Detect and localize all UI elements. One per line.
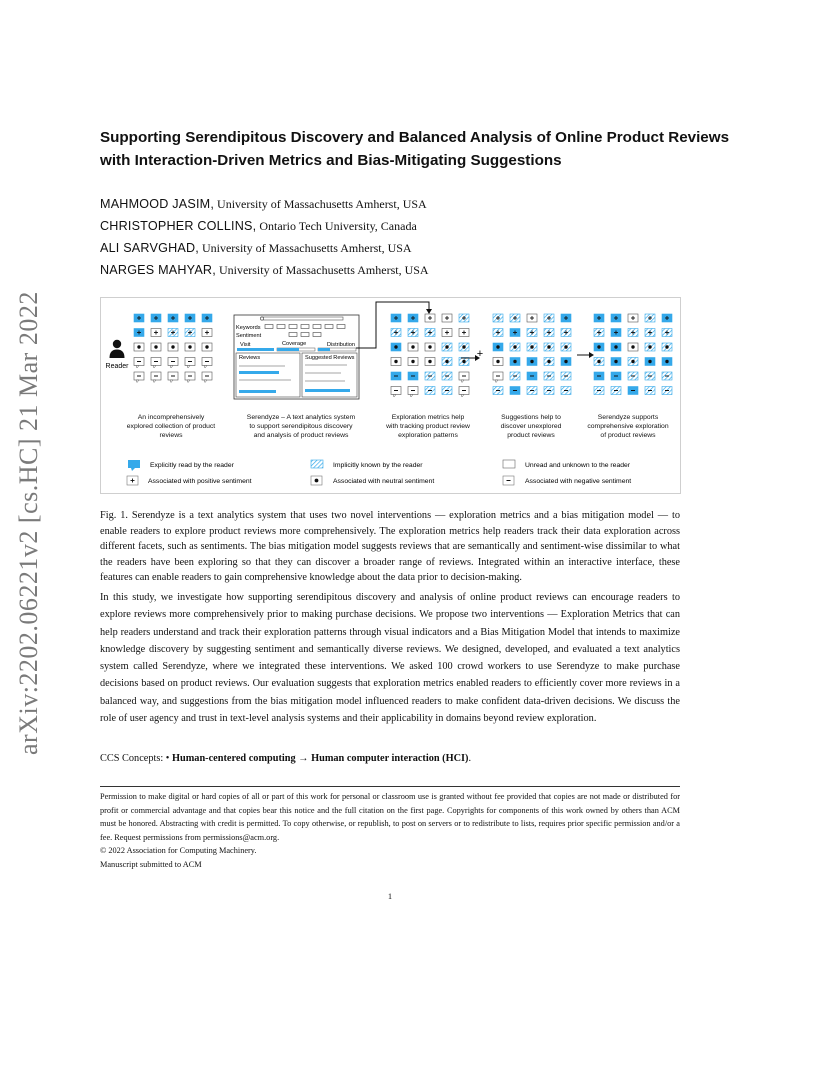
author-affiliation: University of Massachusetts Amherst, USA bbox=[217, 197, 427, 211]
permission-footnote bbox=[100, 790, 680, 872]
reader-label: Reader bbox=[105, 363, 129, 370]
panel-captions bbox=[127, 414, 669, 439]
review-cell bbox=[185, 372, 195, 383]
panel-caption-line: comprehensive exploration bbox=[587, 423, 669, 430]
review-cell bbox=[202, 358, 212, 369]
review-cell bbox=[527, 329, 537, 337]
review-cell bbox=[544, 387, 554, 395]
review-cell bbox=[594, 329, 604, 337]
review-cell bbox=[134, 358, 144, 369]
review-cell bbox=[662, 314, 672, 322]
reviews-label: Reviews bbox=[239, 355, 261, 361]
review-cell bbox=[645, 387, 655, 395]
review-cell bbox=[459, 314, 469, 322]
review-cell bbox=[561, 358, 571, 366]
review-cell bbox=[561, 372, 571, 380]
review-cell bbox=[544, 372, 554, 380]
review-cell bbox=[527, 358, 537, 366]
author-name: CHRISTOPHER COLLINS, bbox=[100, 219, 257, 233]
visit-label: Visit bbox=[240, 342, 251, 348]
review-cell bbox=[510, 329, 520, 337]
review-cell bbox=[493, 358, 503, 366]
ccs-suffix: . bbox=[468, 753, 472, 764]
review-cell bbox=[134, 329, 144, 337]
suggested-reviews-label: Suggested Reviews bbox=[305, 355, 355, 361]
review-cell bbox=[510, 372, 520, 380]
review-cell bbox=[202, 372, 212, 383]
review-cell bbox=[168, 372, 178, 383]
teaser-figure-svg bbox=[101, 298, 680, 493]
panel-caption-line: Serendyze – A text analytics system bbox=[246, 414, 356, 421]
review-cell bbox=[134, 314, 144, 322]
author-name: NARGES MAHYAR, bbox=[100, 263, 216, 277]
legend-label: Associated with positive sentiment bbox=[148, 478, 252, 485]
review-cell bbox=[662, 358, 672, 366]
review-cell bbox=[151, 372, 161, 383]
review-cell bbox=[425, 314, 435, 322]
review-cell bbox=[662, 343, 672, 351]
review-cell bbox=[185, 358, 195, 369]
panel-caption-line: to support serendipitous discovery bbox=[249, 423, 353, 430]
review-cell bbox=[425, 329, 435, 337]
panel-caption-line: with tracking product review bbox=[386, 423, 470, 430]
review-cell bbox=[645, 358, 655, 366]
review-cell bbox=[134, 372, 144, 383]
distribution-label: Distribution bbox=[327, 342, 355, 348]
review-cell bbox=[391, 329, 401, 337]
review-cell bbox=[611, 314, 621, 322]
author-line bbox=[100, 219, 417, 234]
review-cell bbox=[510, 387, 520, 395]
legend-explicit-swatch bbox=[128, 460, 140, 468]
review-cell bbox=[628, 329, 638, 337]
panel-caption-line: of product reviews bbox=[600, 432, 656, 439]
review-cell bbox=[611, 343, 621, 351]
panel-caption-line: reviews bbox=[159, 432, 183, 439]
review-cell bbox=[662, 387, 672, 395]
coverage-label: Coverage bbox=[282, 341, 307, 347]
review-cell bbox=[151, 343, 161, 351]
figure-caption: Fig. 1. Serendyze is a text analytics system that uses two novel interventions — exploration metrics and a bias mitigation model — to enable readers to explore product reviews more comprehensively. The exploration metrics help readers track their data exploration across different facets, such as sentiments. The bias mitigation model suggests reviews that are semantically and sentiment-wise dissimilar to what the readers have been exploring so that they can discover a broader range of reviews. Integrated within an interactive interface, these features can enable readers to gain comprehensive knowledge about the data prior to decision-making. bbox=[100, 510, 680, 584]
review-cell bbox=[185, 329, 195, 337]
author-line bbox=[100, 241, 412, 256]
review-cell bbox=[561, 387, 571, 395]
review-cell bbox=[527, 343, 537, 351]
review-cell bbox=[510, 343, 520, 351]
teaser-figure bbox=[100, 297, 681, 494]
review-cell bbox=[527, 314, 537, 322]
review-cell bbox=[611, 358, 621, 366]
review-cell bbox=[459, 387, 469, 398]
author-name: MAHMOOD JASIM, bbox=[100, 197, 215, 211]
panel-caption-line: discover unexplored bbox=[500, 423, 562, 430]
review-cell bbox=[442, 372, 452, 380]
review-cell bbox=[391, 372, 401, 380]
serendyze-ui-mockup bbox=[234, 315, 359, 399]
review-cell bbox=[391, 343, 401, 351]
author-affiliation: University of Massachusetts Amherst, USA bbox=[218, 263, 429, 277]
legend-label: Associated with neutral sentiment bbox=[333, 478, 435, 485]
review-cell bbox=[544, 343, 554, 351]
review-cell bbox=[442, 358, 452, 366]
review-cell bbox=[168, 314, 178, 322]
ccs-prefix: CCS Concepts: • bbox=[100, 753, 172, 764]
review-cell bbox=[493, 343, 503, 351]
visit-bar bbox=[237, 348, 274, 351]
review-cell bbox=[408, 358, 418, 366]
review-cell bbox=[594, 372, 604, 380]
footnote-rule bbox=[100, 786, 680, 787]
review-cell bbox=[527, 387, 537, 395]
review-cell bbox=[459, 343, 469, 351]
review-cell bbox=[442, 314, 452, 322]
review-cell bbox=[168, 329, 178, 337]
review-cell bbox=[628, 314, 638, 322]
panel-caption-line: Suggestions help to bbox=[501, 414, 561, 421]
review-cell bbox=[594, 387, 604, 395]
review-cell bbox=[425, 372, 435, 380]
review-cell bbox=[408, 329, 418, 337]
review-cell bbox=[493, 372, 503, 383]
panel-caption-line: product reviews bbox=[507, 432, 555, 439]
review-cell bbox=[134, 343, 144, 351]
review-cell bbox=[645, 372, 655, 380]
review-cell bbox=[510, 314, 520, 322]
review-cell bbox=[151, 329, 161, 337]
review-cell bbox=[408, 372, 418, 380]
review-cell bbox=[425, 358, 435, 366]
review-cell bbox=[611, 329, 621, 337]
page-number: 1 bbox=[387, 891, 393, 901]
keywords-label: Keywords bbox=[236, 325, 261, 331]
panel-caption-line: Serendyze supports bbox=[597, 414, 659, 421]
abstract: In this study, we investigate how supporting serendipitous discovery and analysis of online product reviews can encourage readers to explore reviews more comprehensively prior to making purchase decisions. We propose two interventions — Exploration Metrics that can help readers understand and track their exploration patterns through visual indicators and a Bias Mitigation Model that intends to maximize knowledge discovery by suggesting sentiment and semantically diverse reviews. We designed, developed, and evaluated a text analytics system called Serendyze, where we integrated these interventions. We asked 100 crowd workers to use Serendyze to make purchase decisions based on product reviews. Our evaluation suggests that exploration metrics enabled readers to efficiently cover more reviews in a balanced way, and suggestions from the bias mitigation model influenced readers to make confident data-driven decisions. We discuss the role of user agency and trust in text-level analysis systems and their applicability in domains beyond review exploration. bbox=[100, 592, 680, 725]
review-cell bbox=[442, 387, 452, 395]
review-cell bbox=[510, 358, 520, 366]
legend-label: Implicitly known by the reader bbox=[333, 462, 423, 469]
review-cell bbox=[611, 372, 621, 380]
review-cell bbox=[408, 314, 418, 322]
review-cell bbox=[459, 358, 469, 366]
review-cell bbox=[185, 314, 195, 322]
sentiment-label: Sentiment bbox=[236, 333, 262, 339]
author-line bbox=[100, 263, 429, 278]
figure-legend bbox=[127, 460, 631, 485]
panel-caption-line: and analysis of product reviews bbox=[253, 432, 349, 439]
review-cell bbox=[442, 343, 452, 351]
review-cell bbox=[408, 343, 418, 351]
review-cell bbox=[391, 314, 401, 322]
review-cell bbox=[391, 358, 401, 366]
panel-caption-line: exploration patterns bbox=[398, 432, 458, 439]
review-cell bbox=[645, 343, 655, 351]
review-cell bbox=[662, 372, 672, 380]
review-cell bbox=[544, 329, 554, 337]
review-cell bbox=[544, 358, 554, 366]
review-cell bbox=[645, 314, 655, 322]
review-cell bbox=[202, 314, 212, 322]
review-cell bbox=[527, 372, 537, 380]
review-cell bbox=[391, 387, 401, 398]
review-cell bbox=[662, 329, 672, 337]
paper-title: Supporting Serendipitous Discovery and Balanced Analysis of Online Product Reviews with Interaction-Driven Metrics and Bias-Mitigating Suggestions bbox=[100, 129, 730, 169]
review-cell bbox=[459, 372, 469, 383]
review-cell bbox=[202, 343, 212, 351]
review-cell bbox=[408, 387, 418, 398]
review-cell bbox=[168, 343, 178, 351]
review-cell bbox=[628, 387, 638, 395]
review-cell bbox=[561, 343, 571, 351]
review-cell bbox=[561, 314, 571, 322]
review-cell bbox=[561, 329, 571, 337]
review-cell bbox=[493, 329, 503, 337]
legend-label: Associated with negative sentiment bbox=[525, 478, 632, 485]
review-cell bbox=[168, 358, 178, 369]
review-cell bbox=[645, 329, 655, 337]
author-affiliation: University of Massachusetts Amherst, USA bbox=[201, 241, 412, 255]
review-cell bbox=[594, 314, 604, 322]
review-cell bbox=[493, 314, 503, 322]
review-cell bbox=[628, 372, 638, 380]
review-cell bbox=[594, 343, 604, 351]
review-cell bbox=[628, 358, 638, 366]
plus-sign: + bbox=[476, 348, 484, 360]
review-cell bbox=[459, 329, 469, 337]
arxiv-stamp: arXiv:2202.06221v2 [cs.HC] 21 Mar 2022 bbox=[14, 291, 43, 755]
ccs-concepts bbox=[100, 753, 680, 764]
review-cell bbox=[185, 343, 195, 351]
ccs-concept: Human-centered computing → Human computer interaction (HCI) bbox=[171, 753, 469, 764]
author-affiliation: Ontario Tech University, Canada bbox=[259, 219, 417, 233]
review-cell bbox=[425, 387, 435, 395]
review-cell bbox=[202, 329, 212, 337]
legend-label: Unread and unknown to the reader bbox=[525, 462, 631, 469]
author-line bbox=[100, 197, 427, 212]
manuscript-line: Manuscript submitted to ACM bbox=[100, 859, 202, 869]
review-cell bbox=[611, 387, 621, 395]
review-cell bbox=[151, 314, 161, 322]
review-cell bbox=[442, 329, 452, 337]
panel-caption-line: explored collection of product bbox=[126, 423, 216, 430]
review-cell bbox=[628, 343, 638, 351]
review-cell bbox=[425, 343, 435, 351]
permission-text: Permission to make digital or hard copies of all or part of this work for personal or classroom use is granted without fee provided that copies are not made or distributed for profit or commercial advantage and that copies bear this notice and the full citation on the first page. Copyrights for components of this work owned by others than ACM must be honored. Abstracting with credit is permitted. To copy otherwise, or republish, to post on servers or to redistribute to lists, requires prior specific permission and/or a fee. Request permissions from permissions@acm.org. bbox=[100, 792, 680, 842]
review-cell bbox=[544, 314, 554, 322]
copyright-line: © 2022 Association for Computing Machinery. bbox=[100, 846, 257, 856]
legend-implicit-swatch bbox=[311, 460, 323, 468]
legend-unread-swatch bbox=[503, 460, 515, 468]
review-cell bbox=[493, 387, 503, 395]
review-cell bbox=[151, 358, 161, 369]
review-cell bbox=[594, 358, 604, 366]
panel-caption-line: Exploration metrics help bbox=[391, 414, 465, 421]
reader-icon bbox=[110, 340, 125, 358]
panel-caption-line: An incomprehensively bbox=[137, 414, 205, 421]
author-name: ALI SARVGHAD, bbox=[100, 241, 199, 255]
legend-label: Explicitly read by the reader bbox=[150, 462, 234, 469]
